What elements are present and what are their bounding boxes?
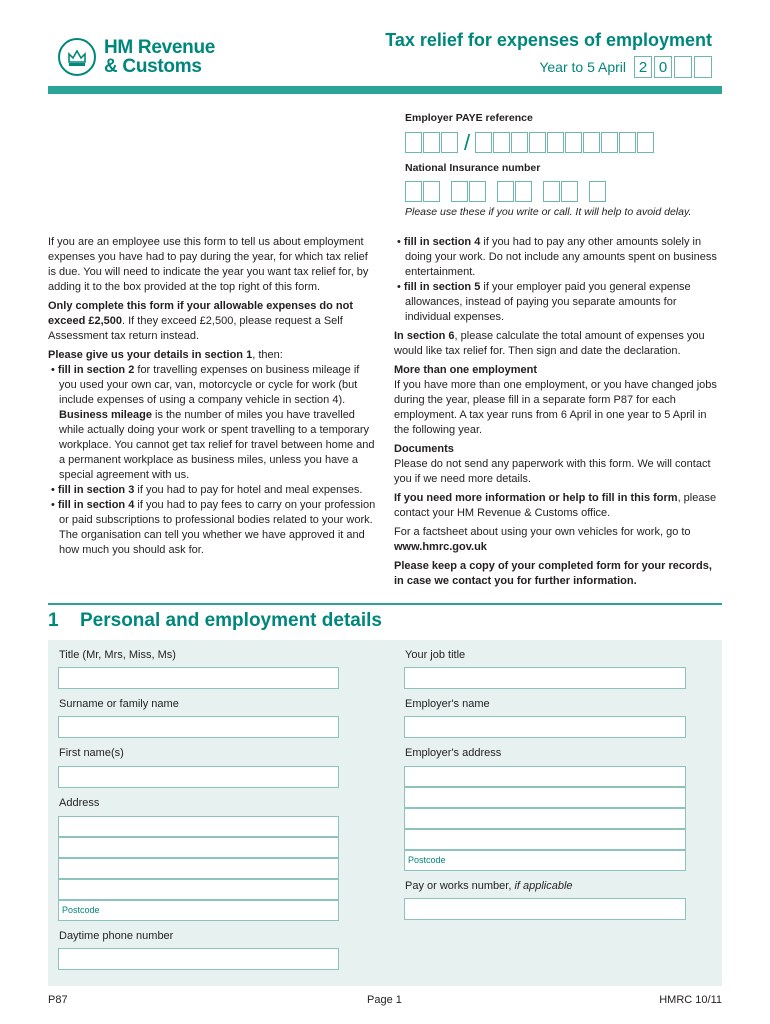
ni-number-input[interactable] [405, 181, 607, 202]
hmrc-logo [58, 38, 238, 84]
employer-address-line3-input[interactable] [404, 808, 686, 829]
pay-number-input[interactable] [404, 898, 686, 920]
ni-label: National Insurance number [405, 162, 541, 174]
address-line4-input[interactable] [58, 879, 339, 900]
employer-address-line1-input[interactable] [404, 766, 686, 787]
section1-heading: 1 Personal and employment details [48, 610, 382, 631]
bullet-section4: • fill in section 4 if you had to pay fees to carry on your profession or paid subscriptions to professional bodies related to your work. The organisation can tell you whether we have approved it and how much you should ask for. [51, 499, 376, 556]
paye-label: Employer PAYE reference [405, 112, 533, 124]
job-title-label: Your job title [405, 649, 466, 661]
address-label: Address [59, 797, 100, 809]
year-digit-1[interactable]: 2 [634, 56, 652, 78]
intro-paragraph: If you are an employee use this form to tell us about employment expenses you have had to pay during the year, for which tax relief is due. You will need to indicate the year you want tax relief for, by adding it to the box provided at the top right of this form. [48, 236, 369, 293]
logo-line1: HM Revenue [104, 37, 216, 58]
bullet-section3: • fill in section 3 if you had to pay for hotel and meal expenses. [51, 484, 363, 496]
employer-address-label: Employer's address [405, 747, 502, 759]
keep-copy: Please keep a copy of your completed form for your records, in case we contact you for further information. [394, 560, 712, 587]
phone-label: Daytime phone number [59, 930, 174, 942]
tax-year-row [539, 56, 712, 78]
header-divider [48, 86, 722, 94]
address-line1-input[interactable] [58, 816, 339, 837]
section-divider [48, 603, 722, 605]
more-employment: More than one employment If you have more than one employment, or you have changed jobs during the year, please fill in a separate form P87 for each employment. A tax year runs from 6 April in one year to 5 April in the following year. [394, 364, 717, 436]
employer-address-line2-input[interactable] [404, 787, 686, 808]
intro-right [394, 235, 724, 593]
section6-paragraph: In section 6, please calculate the total amount of expenses you would like tax relief for. Then sign and date the declaration. [394, 330, 705, 357]
year-digit-4[interactable] [694, 56, 712, 78]
employer-name-label: Employer's name [405, 698, 490, 710]
bullet-section4-other: • fill in section 4 if you had to pay any other amounts solely in doing your work. Do not include any amounts spent on business entertainment. [397, 236, 717, 278]
phone-input[interactable] [58, 948, 339, 970]
year-label: Year to 5 April [539, 59, 626, 75]
logo-line2: & Customs [104, 56, 202, 77]
factsheet-paragraph: For a factsheet about using your own vehicles for work, go to www.hmrc.gov.uk [394, 526, 691, 553]
slash-separator: / [463, 130, 471, 155]
limit-paragraph: Only complete this form if your allowable expenses do not exceed £2,500. If they exceed £2,500, please request a Self Assessment tax return instead. [48, 300, 354, 342]
reference-note: Please use these if you write or call. It will help to avoid delay. [405, 206, 692, 218]
help-paragraph: If you need more information or help to fill in this form, please contact your HM Revenue & Customs office. [394, 492, 717, 519]
first-name-input[interactable] [58, 766, 339, 788]
address-line2-input[interactable] [58, 837, 339, 858]
bullet-section2: • fill in section 2 for travelling expenses on business mileage if you used your own car, van, motorcycle or cycle for work (but include expenses of using a company vehicle in section 4). Business mileage is the number of miles you have travelled while actually doing your work or spent travelling to a temporary workplace. You cannot get tax relief for travel between home and a permanent workplace as business miles, unless you have a special agreement with us. [51, 364, 375, 481]
first-name-label: First name(s) [59, 747, 124, 759]
form-title: Tax relief for expenses of employment [385, 30, 712, 50]
surname-input[interactable] [58, 716, 339, 738]
title-label: Title (Mr, Mrs, Miss, Ms) [59, 649, 176, 661]
details-paragraph: Please give us your details in section 1, then: [48, 349, 283, 361]
title-input[interactable] [58, 667, 339, 689]
employer-postcode-input[interactable]: Postcode [404, 850, 686, 871]
postcode-input[interactable]: Postcode [58, 900, 339, 921]
hmrc-link[interactable]: www.hmrc.gov.uk [394, 541, 487, 553]
year-digit-2[interactable]: 0 [654, 56, 672, 78]
job-title-input[interactable] [404, 667, 686, 689]
documents: Documents Please do not send any paperwork with this form. We will contact you if we need more details. [394, 443, 711, 485]
paye-reference-input[interactable] [405, 132, 655, 153]
revision-code: HMRC 10/11 [659, 994, 722, 1006]
address-line3-input[interactable] [58, 858, 339, 879]
pay-number-label: Pay or works number, if applicable [405, 880, 573, 892]
bullet-section5: • fill in section 5 if your employer paid you general expense allowances, instead of paying you separate amounts for individual expenses. [397, 281, 691, 323]
page-number: Page 1 [367, 994, 402, 1006]
intro-left [48, 235, 378, 558]
surname-label: Surname or family name [59, 698, 179, 710]
crown-icon [58, 38, 96, 76]
employer-name-input[interactable] [404, 716, 686, 738]
employer-address-line4-input[interactable] [404, 829, 686, 850]
form-code: P87 [48, 994, 68, 1006]
year-digit-3[interactable] [674, 56, 692, 78]
